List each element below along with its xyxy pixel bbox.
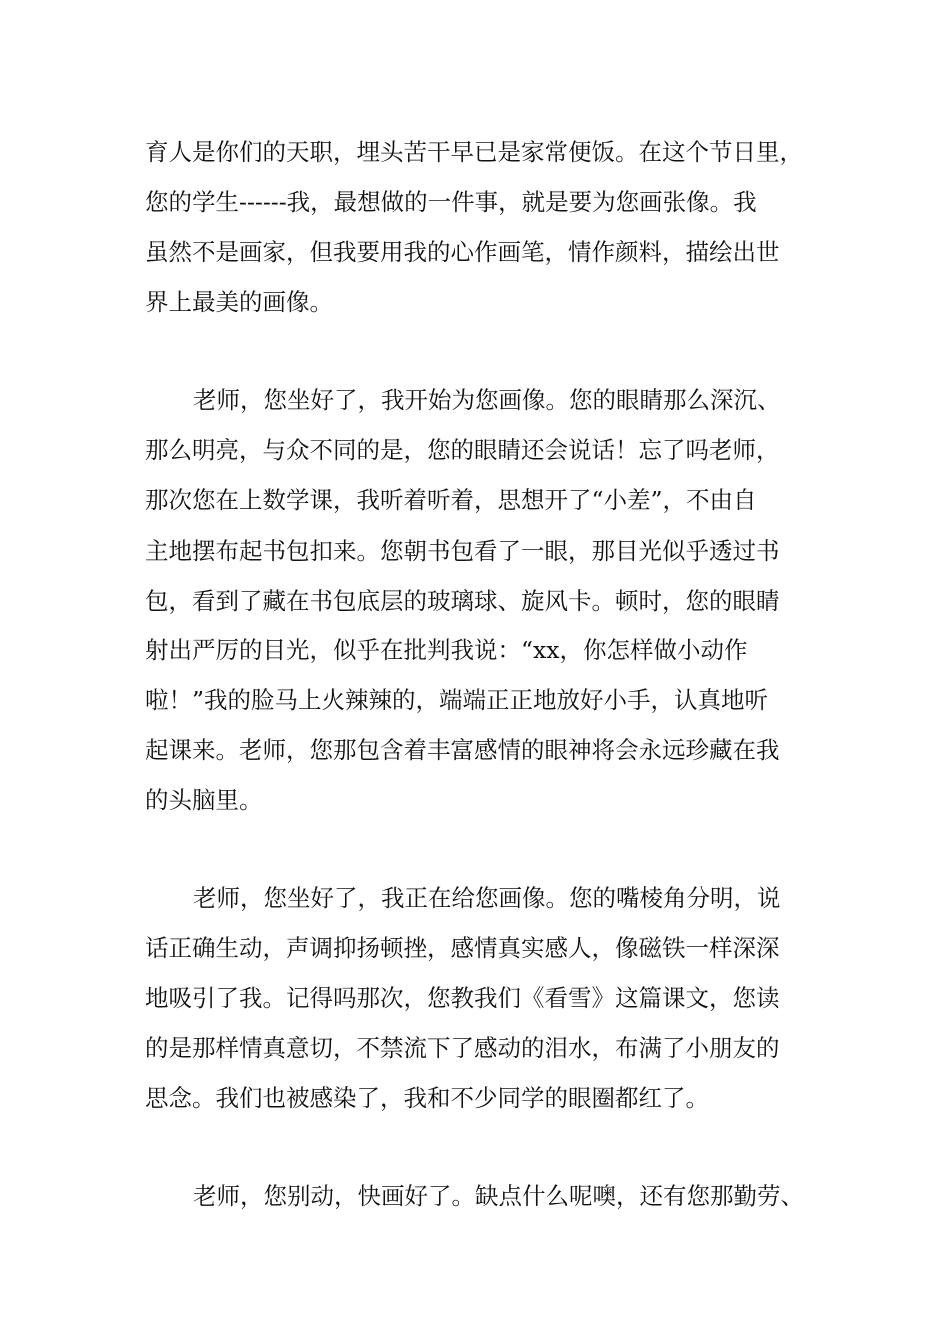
- paragraph-3-line-1: 老师，您坐好了，我正在给您画像。您的嘴棱角分明，说: [193, 884, 781, 912]
- paragraph-1-line-1: 育人是你们的天职，埋头苦干早已是家常便饭。在这个节日里，: [145, 138, 803, 166]
- paragraph-2-line-4: 主地摆布起书包扣来。您朝书包看了一眼，那目光似乎透过书: [145, 537, 780, 565]
- paragraph-2-line-1: 老师，您坐好了，我开始为您画像。您的眼睛那么深沉、: [193, 386, 781, 414]
- paragraph-3-line-4: 的是那样情真意切，不禁流下了感动的泪水，布满了小朋友的: [145, 1034, 780, 1062]
- paragraph-1-line-2: 您的学生------我，最想做的一件事，就是要为您画张像。我: [145, 188, 757, 216]
- paragraph-3-line-5: 思念。我们也被感染了，我和不少同学的眼圈都红了。: [145, 1084, 709, 1112]
- paragraph-4-line-1: 老师，您别动，快画好了。缺点什么呢噢，还有您那勤劳、: [193, 1182, 804, 1210]
- paragraph-3-line-3: 地吸引了我。记得吗那次，您教我们《看雪》这篇课文，您读: [145, 984, 780, 1012]
- paragraph-2-line-6: 射出严厉的目光，似乎在批判我说：“xx，你怎样做小动作: [145, 636, 748, 664]
- paragraph-2-line-9: 的头脑里。: [145, 786, 263, 814]
- paragraph-2-line-5: 包，看到了藏在书包底层的玻璃球、旋风卡。顿时，您的眼睛: [145, 587, 780, 615]
- paragraph-2-line-2: 那么明亮，与众不同的是，您的眼睛还会说话！忘了吗老师，: [145, 436, 780, 464]
- paragraph-2-line-3: 那次您在上数学课，我听着听着，思想开了“小差”，不由自: [145, 486, 757, 514]
- paragraph-1-line-3: 虽然不是画家，但我要用我的心作画笔，情作颜料，描绘出世: [145, 238, 780, 266]
- paragraph-2-line-8: 起课来。老师，您那包含着丰富感情的眼神将会永远珍藏在我: [145, 736, 780, 764]
- paragraph-3-line-2: 话正确生动，声调抑扬顿挫，感情真实感人，像磁铁一样深深: [145, 934, 780, 962]
- paragraph-1-line-4: 界上最美的画像。: [145, 288, 333, 316]
- paragraph-2-line-7: 啦！”我的脸马上火辣辣的，端端正正地放好小手，认真地听: [145, 686, 769, 714]
